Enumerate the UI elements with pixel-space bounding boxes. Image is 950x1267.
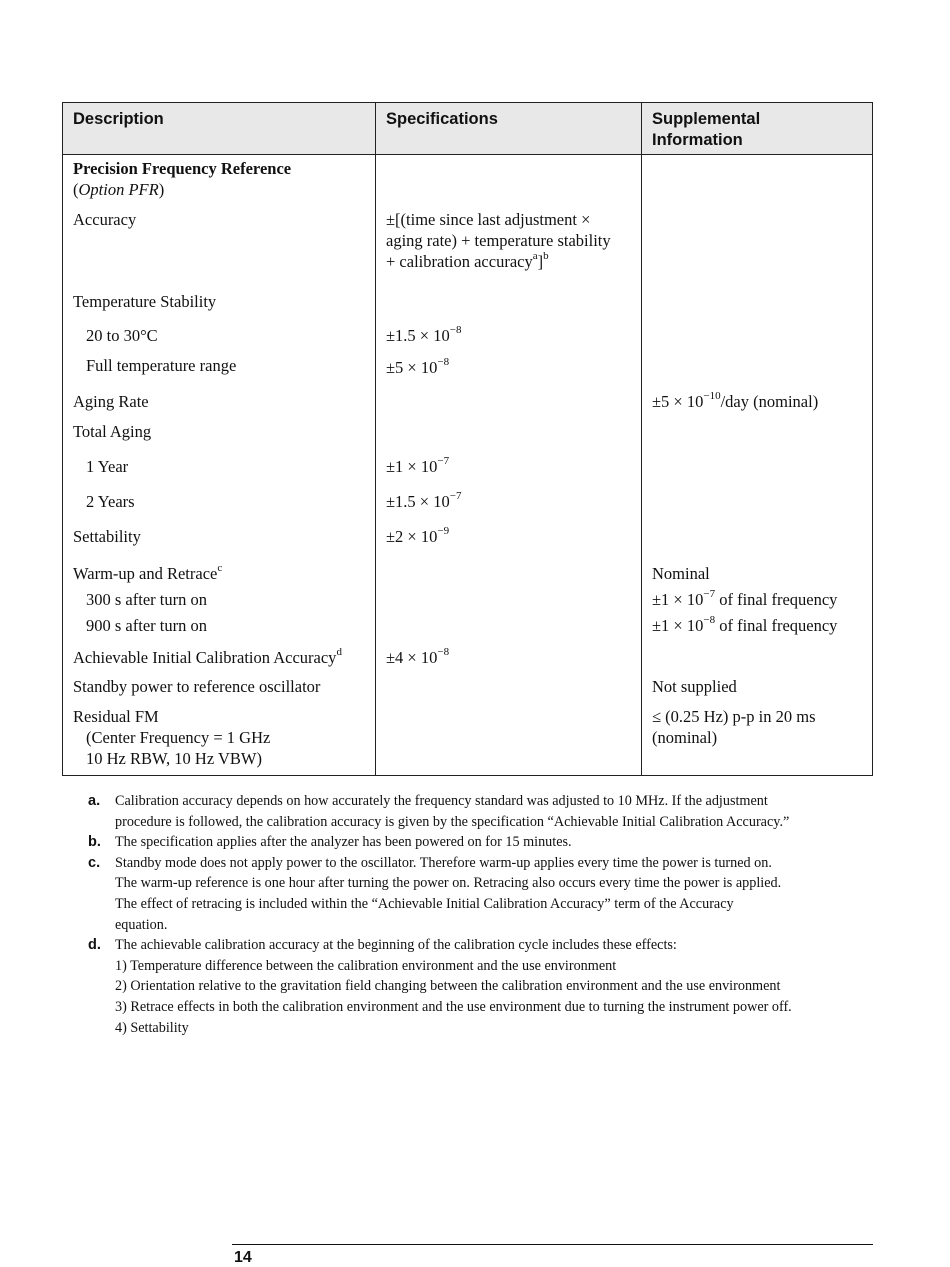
- page-number: 14: [234, 1249, 252, 1266]
- table-header-row: [63, 103, 873, 155]
- table-row: [63, 485, 873, 520]
- footnotes: [88, 791, 878, 1038]
- warmup-supp: Nominal $\pm 1 \times 10^{-7}$ of final frequency $\pm 1 \times 10^{-8}$ of final frequency: [642, 555, 873, 641]
- header-supplemental-line1: Supplemental: [652, 110, 761, 128]
- temp-full-spec: $\pm 5 \times 10^{-8}$: [376, 350, 642, 388]
- table-row: [63, 319, 873, 350]
- temp-20-30-spec: $\pm 1.5 \times 10^{-8}$: [376, 319, 642, 350]
- two-years-spec: $\pm 1.5 \times 10^{-7}$: [376, 485, 642, 520]
- settability-label: Settability: [63, 520, 376, 555]
- residual-fm-supp: ≤ (0.25 Hz) p-p in 20 ms (nominal): [642, 702, 873, 776]
- footnote-a: a. Calibration accuracy depends on how accurately the frequency standard was adjusted to 10 MHz. If the adjustment procedure is followed, the calibration accuracy is given by the specification “Achievable Initial Calibration Accuracy.”: [88, 793, 790, 830]
- temp-full-label: Full temperature range: [86, 355, 237, 375]
- section-title: Precision Frequency Reference: [73, 159, 292, 178]
- temperature-stability-label: Temperature Stability: [63, 285, 376, 319]
- table-row: [63, 418, 873, 450]
- table-row: [63, 555, 873, 641]
- warmup-label: Warm-up and Retrace$^c$ 300 s after turn on 900 s after turn on: [63, 555, 376, 641]
- one-year-spec: $\pm 1 \times 10^{-7}$: [376, 450, 642, 485]
- table-row: [63, 672, 873, 702]
- accuracy-spec: ±[(time since last adjustment × aging rate) + temperature stability + calibration accuracy$^a$]$^b$: [376, 209, 642, 285]
- settability-spec: $\pm 2 \times 10^{-9}$: [376, 520, 642, 555]
- aging-rate-supp: $\pm 5 \times 10^{-10}$/day (nominal): [642, 388, 873, 418]
- specifications-table: [62, 102, 873, 776]
- total-aging-label: Total Aging: [63, 418, 376, 450]
- table-row: [63, 388, 873, 418]
- header-description: Description: [63, 103, 376, 155]
- accuracy-label: Accuracy: [63, 209, 376, 285]
- one-year-label: 1 Year: [86, 456, 129, 476]
- table-row: [63, 285, 873, 319]
- header-supplemental: [642, 103, 873, 155]
- achievable-spec: $\pm 4 \times 10^{-8}$: [376, 641, 642, 672]
- temp-20-30-label: 20 to 30°C: [86, 325, 158, 345]
- section-title-cell: [63, 155, 376, 209]
- section-option: (Option PFR): [73, 180, 165, 199]
- aging-rate-label: Aging Rate: [63, 388, 376, 418]
- table-row: [63, 702, 873, 776]
- footnote-d: d. The achievable calibration accuracy at the beginning of the calibration cycle includes these effects: 1) Temperature difference between the calibration environment and the use environment 2) Orientation relative to the gravitation field changing between the calibration environment and the use environment 3) Retrace effects in both the calibration environment and the use environment due to turning the instrument power off. 4) Settability: [88, 937, 792, 1036]
- table-row: [63, 209, 873, 285]
- header-specifications: Specifications: [376, 103, 642, 155]
- table-row: [63, 350, 873, 388]
- residual-fm-label: Residual FM (Center Frequency = 1 GHz 10 Hz RBW, 10 Hz VBW): [63, 702, 376, 776]
- footer-rule: [232, 1244, 873, 1245]
- table-row: [63, 520, 873, 555]
- table-row: [63, 641, 873, 672]
- table-row: [63, 450, 873, 485]
- header-supplemental-line2: Information: [652, 131, 743, 149]
- standby-supp: Not supplied: [642, 672, 873, 702]
- standby-label: Standby power to reference oscillator: [63, 672, 376, 702]
- footnote-b: b. The specification applies after the analyzer has been powered on for 15 minutes.: [88, 834, 572, 851]
- two-years-label: 2 Years: [86, 491, 135, 511]
- footnote-c: c. Standby mode does not apply power to the oscillator. Therefore warm-up applies every time the power is turned on. The warm-up reference is one hour after turning the power on. Retracing also occurs every time the power is applied. The effect of retracing is included within the “Achievable Initial Calibration Accuracy” term of the Accuracy equation.: [88, 854, 782, 933]
- achievable-label: Achievable Initial Calibration Accuracy$^d$: [63, 641, 376, 672]
- table-row: [63, 155, 873, 209]
